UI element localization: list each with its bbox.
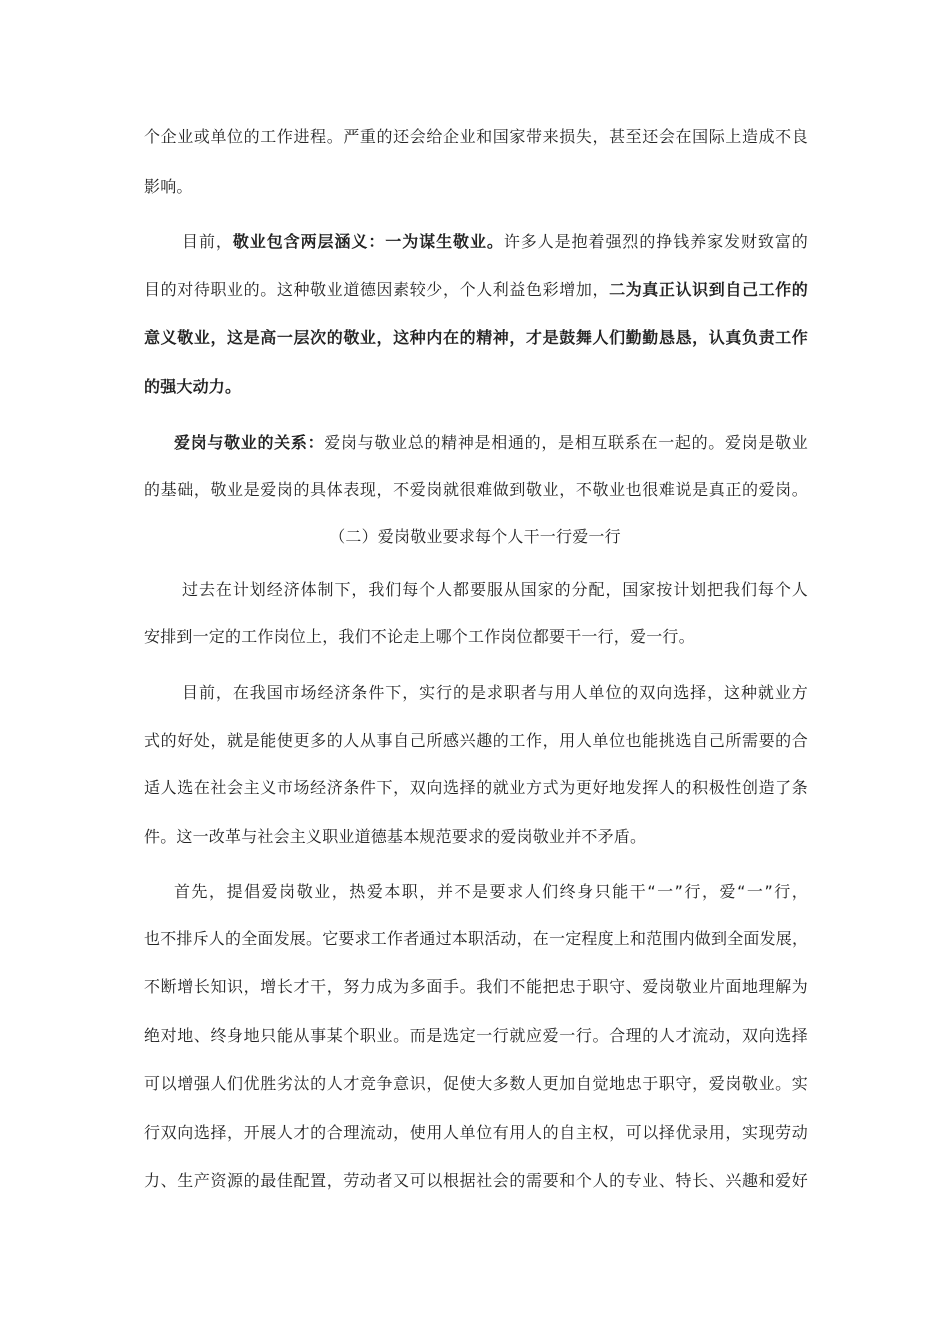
paragraph-line: 首先，提倡爱岗敬业，热爱本职，并不是要求人们终身只能干“一”行，爱“一”行， (174, 882, 808, 901)
paragraph-line: 的基础，敬业是爱岗的具体表现，不爱岗就很难做到敬业，不敬业也很难说是真正的爱岗。 (144, 480, 808, 499)
paragraph-line: 安排到一定的工作岗位上，我们不论走上哪个工作岗位都要干一行，爱一行。 (144, 627, 695, 646)
paragraph-line: 个企业或单位的工作进程。严重的还会给企业和国家带来损失，甚至还会在国际上造成不良 (144, 127, 808, 146)
paragraph-line: 绝对地、终身地只能从事某个职业。而是选定一行就应爱一行。合理的人才流动，双向选择 (144, 1026, 808, 1045)
paragraph-line: 的强大动力。 (144, 377, 242, 396)
paragraph-line: 式的好处，就是能使更多的人从事自己所感兴趣的工作，用人单位也能挑选自己所需要的合 (144, 731, 808, 750)
paragraph-line: 意义敬业，这是高一层次的敬业，这种内在的精神，才是鼓舞人们勤勤恳恳，认真负责工作 (144, 328, 808, 347)
paragraph-line: 目前，在我国市场经济条件下，实行的是求职者与用人单位的双向选择，这种就业方 (182, 683, 808, 702)
section-heading: （二）爱岗敬业要求每个人干一行爱一行 (329, 527, 621, 546)
paragraph-line: 目的对待职业的。这种敬业道德因素较少，个人利益色彩增加，二为真正认识到自己工作的 (144, 280, 808, 299)
paragraph-line: 力、生产资源的最佳配置，劳动者又可以根据社会的需要和个人的专业、特长、兴趣和爱好 (144, 1171, 808, 1190)
paragraph-line: 适人选在社会主义市场经济条件下，双向选择的就业方式为更好地发挥人的积极性创造了条 (144, 778, 808, 797)
paragraph-line: 行双向选择，开展人才的合理流动，使用人单位有用人的自主权，可以择优录用，实现劳动 (144, 1123, 808, 1142)
paragraph-line: 过去在计划经济体制下，我们每个人都要服从国家的分配，国家按计划把我们每个人 (182, 580, 808, 599)
paragraph-line: 件。这一改革与社会主义职业道德基本规范要求的爱岗敬业并不矛盾。 (144, 827, 647, 846)
paragraph-line: 不断增长知识，增长才干，努力成为多面手。我们不能把忠于职守、爱岗敬业片面地理解为 (144, 977, 808, 996)
paragraph-line: 目前，敬业包含两层涵义：一为谋生敬业。许多人是抱着强烈的挣钱养家发财致富的 (182, 232, 808, 251)
paragraph-line: 可以增强人们优胜劣汰的人才竞争意识，促使大多数人更加自觉地忠于职守，爱岗敬业。实 (144, 1074, 808, 1093)
paragraph-line: 影响。 (144, 177, 193, 196)
paragraph-line: 也不排斥人的全面发展。它要求工作者通过本职活动，在一定程度上和范围内做到全面发展， (144, 929, 809, 948)
paragraph-line: 爱岗与敬业的关系：爱岗与敬业总的精神是相通的，是相互联系在一起的。爱岗是敬业 (174, 433, 808, 452)
